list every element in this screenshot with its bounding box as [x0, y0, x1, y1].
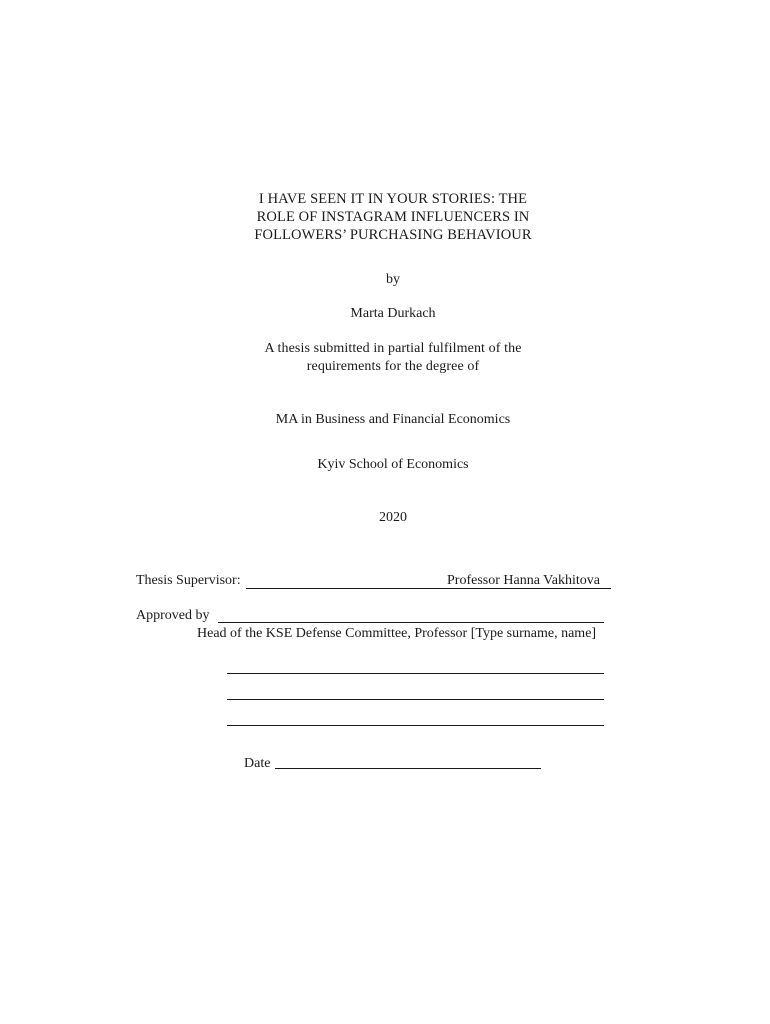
committee-signature-line-3 — [227, 725, 604, 726]
degree-name: MA in Business and Financial Economics — [275, 412, 511, 427]
thesis-title-line-1: I HAVE SEEN IT IN YOUR STORIES: THE — [258, 191, 528, 207]
thesis-title-line-3: FOLLOWERS’ PURCHASING BEHAVIOUR — [254, 227, 532, 243]
committee-signature-line-2 — [227, 699, 604, 700]
date-line — [275, 768, 541, 769]
thesis-title — [0, 190, 770, 244]
supervisor-label: Thesis Supervisor: — [136, 573, 241, 588]
institution-name: Kyiv School of Economics — [317, 457, 469, 472]
by-label: by — [386, 272, 400, 287]
supervisor-name: Professor Hanna Vakhitova — [447, 573, 600, 588]
date-label: Date — [244, 756, 271, 771]
approved-by-label: Approved by — [136, 608, 210, 623]
thesis-year: 2020 — [379, 510, 407, 525]
submission-line-2: requirements for the degree of — [306, 359, 480, 374]
submission-line-1: A thesis submitted in partial fulfilment of the — [264, 341, 522, 356]
author-name: Marta Durkach — [350, 306, 436, 321]
submission-statement — [0, 340, 770, 376]
committee-head-caption: Head of the KSE Defense Committee, Professor [Type surname, name] — [197, 626, 597, 641]
committee-signature-line-1 — [227, 673, 604, 674]
approval-signature-line — [218, 622, 604, 623]
thesis-title-line-2: ROLE OF INSTAGRAM INFLUENCERS IN — [256, 209, 530, 225]
